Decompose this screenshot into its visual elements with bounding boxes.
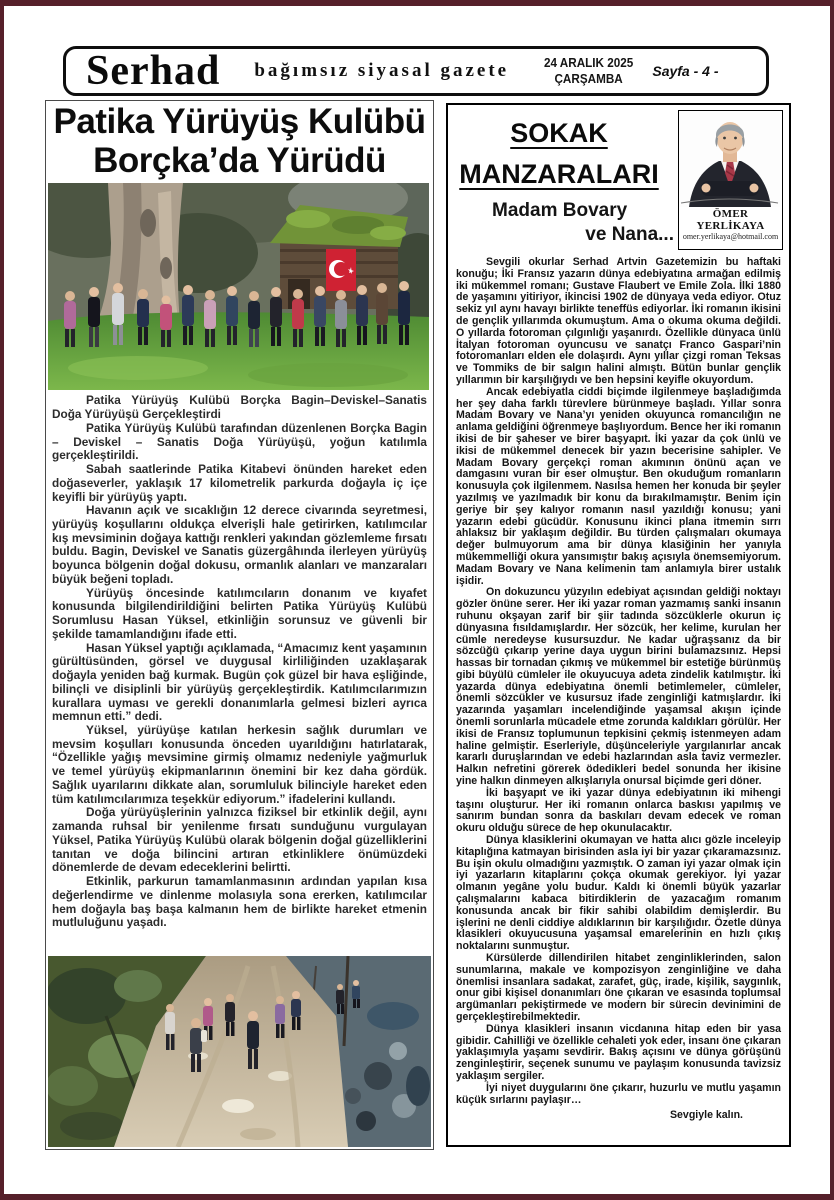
column-title-line2: MANZARALARI — [459, 158, 659, 189]
left-article-body — [46, 390, 433, 930]
column-body — [448, 251, 789, 1106]
newspaper-tagline: bağımsız siyasal gazete — [254, 60, 510, 81]
paragraph: Yürüyüş öncesinde katılımcıların donanım ve kıyafet konusunda bilgilendirildiğini belirten Patika Yürüyüş Kulübü Sorumlusu Hasan Yüksel, etkinliğin sorunsuz ve güvenli bir şekilde tamamlandığını ifade etti. — [52, 585, 427, 641]
column-header — [448, 105, 789, 251]
left-article — [45, 100, 434, 1150]
article-headline — [46, 101, 433, 180]
turkish-flag — [326, 249, 356, 291]
opinion-column — [446, 103, 791, 1147]
paragraph: Hasan Yüksel yaptığı açıklamada, “Amacımız kent yaşamının gürültüsünden, görsel ve duygusal kirliliğinden uzaklaşarak doğayla yeniden bağ kurmak. Bugün çok güzel bir hava eşliğinde, bilinçli ve disiplinli bir yürüyüş gerçekleştirdik. Katılımcılarımızın kurallara uyması ve gerekli donanımlarla gelmesi bizleri ayrıca memnun etti.” dedi. — [52, 640, 427, 724]
paragraph: Patika Yürüyüş Kulübü tarafından düzenlenen Borçka Bagin – Deviskel – Sanatis Doğa Yürüyüşü, yoğun katılımla gerçekleştirildi. — [52, 420, 427, 463]
paragraph: Doğa yürüyüşlerinin yalnızca fiziksel bir etkinlik değil, aynı zamanda ruhsal bir yenilenme fırsatı sunduğunu vurgulayan Yüksel, Patika Yürüyüş Kulübü olarak bölgenin doğal güzelliklerini tanıtan ve doğa bilincini artıran etkinliklere önümüzdeki dönemlerde de devam edeceklerini belirtti. — [52, 805, 427, 875]
paragraph: Patika Yürüyüş Kulübü Borçka Bagin–Deviskel–Sanatis Doğa Yürüyüşü Gerçekleştirdi — [52, 393, 427, 422]
paragraph: On dokuzuncu yüzyılın edebiyat açısından geldiği noktayı gözler önüne serer. Her iki yazar roman yazmamış sanki insanın ruhunu okşayan zarif bir şiir tadında sözcüklerle okurun iç dünyasına fısıldamışlardır. Her sözcük, her kelime, kurulan her cümle neredeyse kusursuzdur. Ne kadar uğraşsanız da bir sözcüğü çıkarıp yerine daya uygun birini bulamazsınız. Hepsi hassas bir tornadan çıkmış ve mükemmel bir estetiğe bürünmüş gibi büyülü cümleler ile okuyucuya adeta zindelik katılmıştır. İki yazarda dünya edebiyatına önemli betimlemeler, cümleler, önemli sözcükler ve kusursuz ifade zenginliği katmışlardır. İki yazarında yaşamları incelendiğinde yaşamsal akışın içinde önemli sorunlarla mücadele etme zorunda kaldıkları görülür. Her ikisi de Fransız toplumunun tepkisini çekmiş istenmeyen adam haline gelmiştir. Eserleriyle, düşünceleriyle yargılanırlar ancak kararlı duruşlarından ve edebi hazlarından asla taviz vermezler. Halkın nefretini görerek ödedikleri bedel sonunda her ikisine yine halkın dinmeyen alkışlarıyla onursal biçimde geri döner. — [456, 586, 781, 788]
column-subtitle-line1: Madam Bovary — [492, 200, 628, 221]
paragraph: Dünya klasiklerini okumayan ve hatta alıcı gözle inceleyip kitaplığına katmayan birisinden asla iyi bir yazar çıkaramazsınız. Bu işin okulu olmadığını yazmıştık. O zaman iyi yazar olmak için iyi yazarların kitaplarını çokça okumak gerekiyor. İyi yazar olmanın yegâne yolu budur. Kaldı ki önemli büyük yazarlar çalışmalarını kabaca bitirdiklerin de yazacağım romanım konusunda ancak bir fikir sahibi olabildim demişlerdir. Bu işlerini ne denli ciddiye aldıklarının bir karşılığıdır. Özetle dünya klasikleri okuyucusuna yaşamsal emarelerinin en hızlı çıkış noktalarını sunmuştur. — [456, 834, 781, 953]
paragraph: Yüksel, yürüyüşe katılan herkesin sağlık durumları ve mevsim koşulları konusunda önceden uyarıldığını hatırlatarak, “Özellikle yağış mevsimine girmiş olmamız nedeniyle yağmurluk ve temel yürüyüş ekipmanlarının önemini bir kez daha gördük. Sağlık uyarılarını dikkate alan, sorumluluk bilinciyle hareket eden tüm katılımcılarımıza teşekkür ediyorum.” ifadelerini kullandı. — [52, 723, 427, 806]
issue-date-line1: 24 ARALIK 2025 — [544, 55, 634, 71]
column-subtitle-line2: ve Nana... — [585, 224, 674, 245]
headline-line2: Borçka’da Yürüdü — [93, 141, 386, 181]
paragraph: Ancak edebiyatla ciddi biçimde ilgilenmeye başladığımda her şey daha farklı türevlere bürünmeye başladı. Yıllar sonra Madam Bovary ve Nana’yı yeniden okuyunca romancılığın ne anlama geldiğini öğrenmeye başlıyordum. Bence her iki romanın ikisi de bir şaheser ve birer başyapıt. İki yazar da çok ünlü ve ikisi de mükemmel denecek bir yazın becerisine sahipler. Ve Madam Bovary gerçekçi roman akımının önünü açan ve damgasını vuran bir eser olmuştur. Ben okuduğum romanların konusuyla çok ilgilenmem. Nasılsa hemen her konuda bir şeyler yazılmış ve yazılmadık bir konu da bırakılmamıştır. Benim için geriye bir şey kalıyor romanın nasıl yazıldığı konusu; yani yazarın edebi gücüdür. Konusunu ikinci plana itmemin sırrı ahlaksız bir yaklaşım değildir. Bu türden çalışmaları okumaya değer bulmuyorum ama bir dünya klasiğinin her yanıyla mükemmelliği okura yansımıştır bakış açısıyla önemsemiyorum. Madam Bovary ve Nana kelimenin tam anlamıyla birer ustalık işidir. — [456, 385, 781, 587]
paragraph: Dünya klasikleri insanın vicdanına hitap eden bir yasa gibidir. Cahilliği ve özellikle cehaleti yok eder, insanı öne çıkaran yaklaşımıyla yaşamı sevdirir. Bakış açısını ve dünya görüşünü zenginleştirir, seçenek sunumu ve paylaşım konusunda tavizsiz yaklaşım sergiler. — [456, 1022, 781, 1082]
paragraph: Etkinlik, parkurun tamamlanmasının ardından yapılan kısa değerlendirme ve dinlenme molasıyla sona ererken, katılımcılar hem doğayla baş başa kalmanın hem de birlikte hareket etmenin mutluluğunu yaşadı. — [52, 874, 427, 930]
headline-line1: Patika Yürüyüş Kulübü — [53, 102, 426, 141]
author-email: omer.yerlikaya@hotmail.com — [682, 232, 779, 241]
trail-photo — [48, 956, 431, 1147]
paragraph: Sevgili okurlar Serhad Artvin Gazetemizin bu haftaki konuğu; İki Fransız yazarın dünya edebiyatına armağan edilmiş iki mükemmel romanı; Gustave Flaubert ve Emile Zola. İlki 1880 de yaşamını yitiriyor, ikincisi 1902 de dünyaya veda ediyor. Otuz sekiz yıl aynı havayı birlikte teneffüs ediyorlar. İki romanın ikisini de gençlik yıllarımda okumuştum. Ama o okuma okuma değildi. O yıllarda fotoroman çılgınlığı yaşanırdı. Özellikle dünyaca ünlü İtalyan fotoroman oyuncusu ve sanatçı Franco Gaspari’nin fotoromanları elden ele dolaşırdı. Aynı yıllar çizgi roman Teksas ve Tommiks de bir salgın halini almıştı. Bütün bunlar gençlik yıllarımın bir karşılığıydı ve ben hepsini keyifle okuyordum. — [456, 256, 782, 386]
group-photo — [48, 183, 429, 390]
paragraph: İyi niyet duygularını öne çıkarır, huzurlu ve mutlu yaşamın küçük sırlarını paylaşır… — [456, 1081, 781, 1106]
column-closing: Sevgiyle kalın. — [669, 1109, 743, 1122]
paragraph: Sabah saatlerinde Patika Kitabevi önünden hareket eden doğaseverler, yaklaşık 17 kilometrelik parkurda doğayla iç içe keyifli bir yürüyüş yaptı. — [52, 462, 427, 504]
author-photo — [679, 111, 780, 207]
paragraph: İki başyapıt ve iki yazar dünya edebiyatının iki mihengi taşını oluşturur. Her iki romanın onlarca baskısı yapılmış ve sanırım bundan sonra da baskıları devam edecek ve roman okuru olduğu sürece de hep okunulacaktır. — [456, 786, 781, 835]
issue-date — [544, 55, 633, 86]
author-box — [678, 110, 783, 250]
column-title-line1: SOKAK — [510, 118, 608, 148]
column-title — [448, 105, 670, 194]
page-number-label: Sayfa - 4 - — [652, 63, 719, 79]
newspaper-name: Serhad — [86, 48, 221, 94]
masthead — [63, 46, 769, 96]
issue-date-line2: ÇARŞAMBA — [554, 71, 623, 86]
author-name: ÖMER YERLİKAYA — [696, 208, 765, 232]
paragraph: Kürsülerde dillendirilen hitabet zenginliklerinden, salon sunumlarına, makale ve kompozisyon zenginliğine ve daha önemlisi insanlara sadakat, zarafet, güç, irade, kişilik, saygınlık, onur gibi kişisel donanımları öne çıkaran ve esasında toplumsal argümanları pekiştirmede ve modern bir sürecin devinimini de gerçekleştirebilmektedir. — [456, 952, 781, 1023]
paragraph: Havanın açık ve sıcaklığın 12 derece civarında seyretmesi, yürüyüş koşullarını oldukça elverişli hale getirirken, katılımcılar kış mevsiminin doğaya kattığı renkleri yakından gözlemleme fırsatı buldu. Bagin, Deviskel ve Sanatis güzergâhında ilerleyen yürüyüş boyunca bölgenin doğal dokusu, ormanlık alanları ve manzaraları büyük beğeni topladı. — [52, 503, 427, 586]
